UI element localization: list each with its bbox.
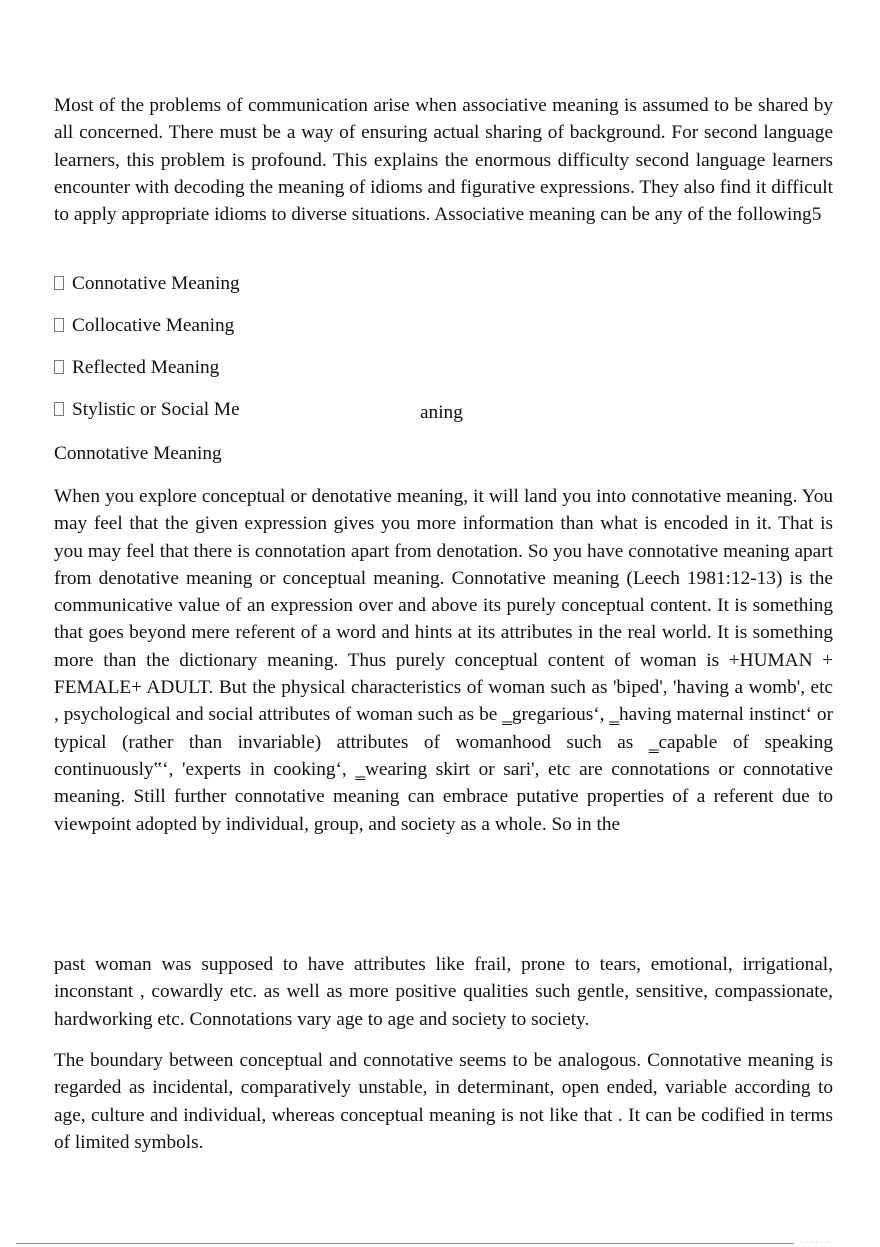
list-item-reflected xyxy=(54,354,219,381)
missing-glyph-bullet-icon xyxy=(54,318,64,332)
list-item-connotative xyxy=(54,270,240,297)
missing-glyph-bullet-icon xyxy=(54,276,64,290)
list-item-label: Reflected Meaning xyxy=(72,357,220,378)
list-item-label: Connotative Meaning xyxy=(72,273,240,294)
missing-glyph-bullet-icon xyxy=(54,360,64,374)
split-word-fragment: aning xyxy=(420,402,463,423)
list-item-collocative xyxy=(54,312,234,339)
boundary-paragraph: The boundary between conceptual and connotative seems to be analogous. Connotative meaning is regarded as incidental, comparatively unstable, in determinant, open ended, variable according to age, culture and individual, whereas conceptual meaning is not like that . It can be codified in terms of limited symbols. xyxy=(54,1050,833,1153)
past-woman-paragraph: past woman was supposed to have attributes like frail, prone to tears, emotional, irrigational, inconstant , cowardly etc. as well as more positive qualities such gentle, sensitive, compassionate, hardworking etc. Connotations vary age to age and society to society. xyxy=(54,954,833,1030)
list-item-label: Stylistic or Social Me xyxy=(72,399,240,420)
footer-rule xyxy=(16,1243,794,1244)
connotative-paragraph: When you explore conceptual or denotative meaning, it will land you into connotative meaning. You may feel that the given expression gives you more information than what is encoded in it. That is you may feel that there is connotation apart from denotation. So you have connotative meaning apart from denotative meaning or conceptual meaning. Connotative meaning (Leech 1981:12-13) is the communicative value of an expression over and above its purely conceptual content. It is something that goes beyond mere referent of a word and hints at its attributes in the real world. It is something more than the dictionary meaning. Thus purely conceptual content of woman is +HUMAN + FEMALE+ ADULT. But the physical characteristics of woman such as 'biped', 'having a womb', etc , psychological and social attributes of woman such as be ‗gregarious‘, ‗having maternal instinct‘ or typical (rather than invariable) attributes of womanhood such as ‗capable of speaking continuously‟‘, 'experts in cooking‘, ‗wearing skirt or sari', etc are connotations or connotative meaning. Still further connotative meaning can embrace putative properties of a referent due to viewpoint adopted by individual, group, and society as a whole. So in the xyxy=(54,486,833,835)
section-heading: Connotative Meaning xyxy=(54,443,222,464)
list-item-stylistic xyxy=(54,396,240,423)
list-item-label: Collocative Meaning xyxy=(72,315,235,336)
footer-mark: · · ····· ·· xyxy=(800,1238,831,1247)
intro-paragraph: Most of the problems of communication arise when associative meaning is assumed to be shared by all concerned. There must be a way of ensuring actual sharing of background. For second language learners, this problem is profound. This explains the enormous difficulty second language learners encounter with decoding the meaning of idioms and figurative expressions. They also find it difficult to apply appropriate idioms to diverse situations. Associative meaning can be any of the following5 xyxy=(54,95,833,226)
missing-glyph-bullet-icon xyxy=(54,402,64,416)
